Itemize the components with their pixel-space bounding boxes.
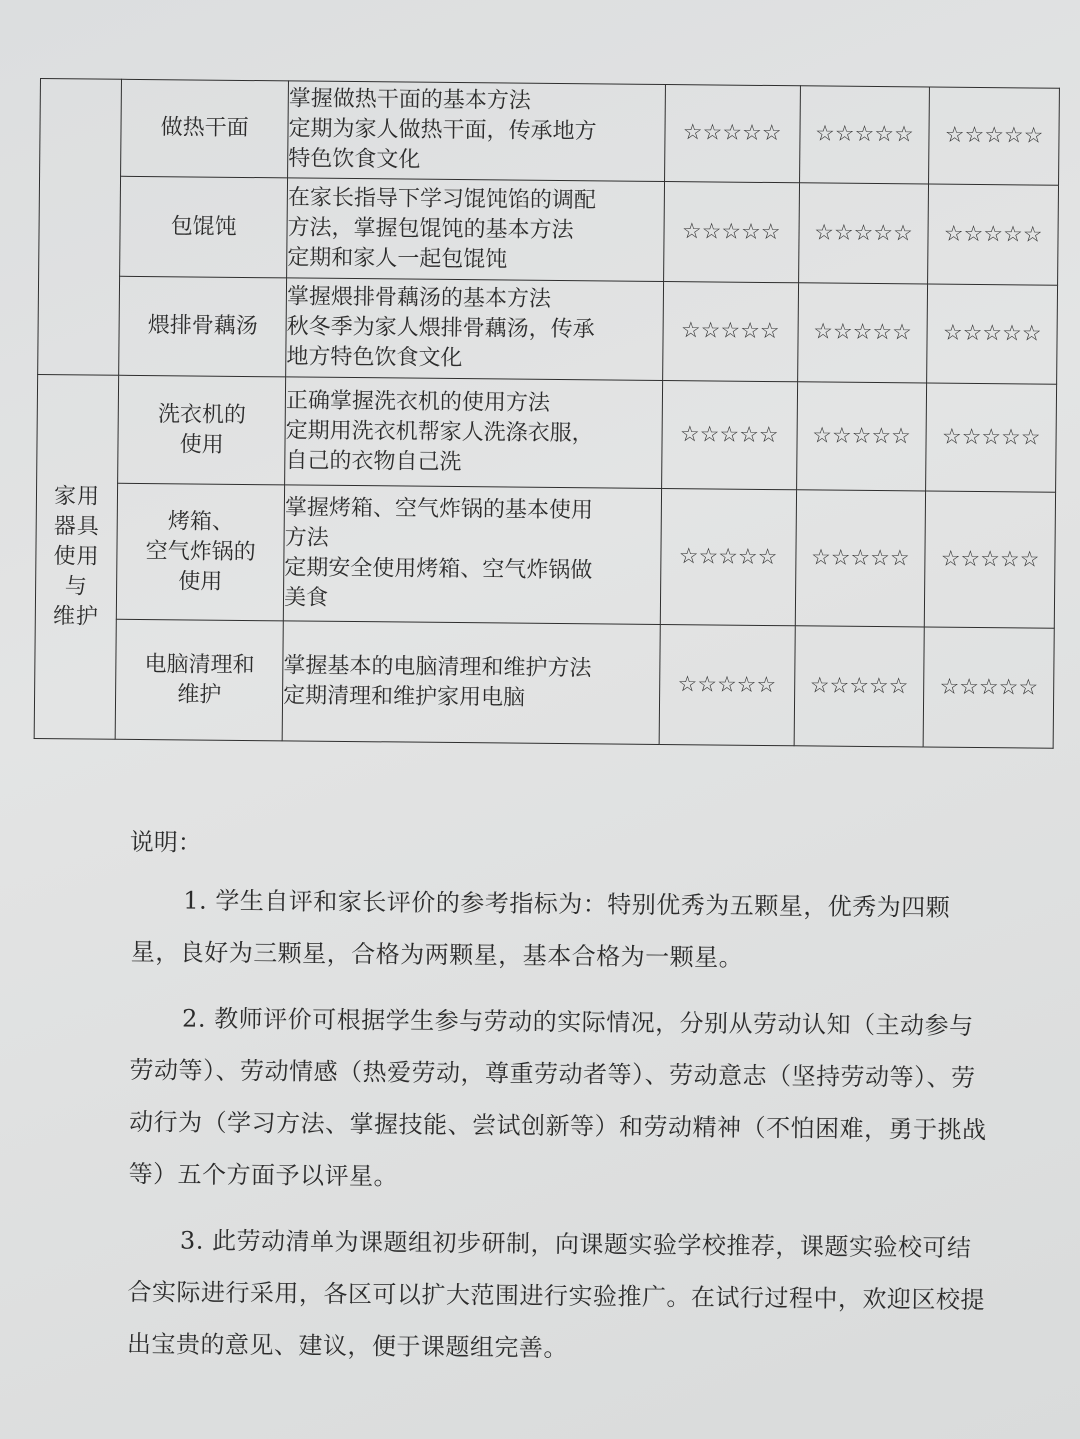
self-rating-stars: ☆☆☆☆☆	[660, 488, 796, 625]
evaluation-table	[34, 78, 1060, 749]
category-line: 器具	[53, 513, 100, 540]
description-line: 秋冬季为家人煨排骨藕汤，传承	[286, 314, 595, 343]
item-cell	[115, 619, 283, 741]
description-cell	[288, 81, 666, 182]
description-line: 正确掌握洗衣机的使用方法	[285, 387, 551, 416]
description-line: 定期安全使用烤箱、空气炸锅做	[284, 554, 593, 583]
self-rating-stars: ☆☆☆☆☆	[664, 85, 800, 183]
table-row	[39, 176, 1059, 286]
parent-rating-stars: ☆☆☆☆☆	[799, 86, 930, 184]
parent-rating-stars: ☆☆☆☆☆	[798, 183, 929, 284]
description-line: 掌握煨排骨藕汤的基本方法	[286, 284, 552, 312]
item-cell	[121, 79, 289, 178]
description-line: 定期和家人一起包馄饨	[287, 244, 508, 272]
description-line: 定期为家人做热干面，传承地方	[288, 116, 597, 145]
description-line: 掌握做热干面的基本方法	[288, 86, 531, 114]
self-rating-stars: ☆☆☆☆☆	[662, 281, 798, 381]
table-row	[37, 374, 1057, 492]
item-cell	[117, 483, 285, 621]
note-item-3: 3. 此劳动清单为课题组初步研制，向课题实验学校推荐，课题实验校可结合实际进行采用，各区可以扩大范围进行实验推广。在试行过程中，欢迎区校提出宝贵的意见、建议，便于课题组完善。	[126, 1226, 986, 1363]
description-line: 方法，掌握包馄饨的基本方法	[287, 214, 574, 243]
table-row	[38, 275, 1058, 384]
teacher-rating-stars: ☆☆☆☆☆	[926, 383, 1057, 492]
item-label-line: 烤箱、	[167, 508, 235, 535]
item-cell	[119, 276, 287, 377]
description-line: 掌握基本的电脑清理和维护方法	[283, 652, 592, 681]
table-row	[40, 79, 1060, 186]
item-label-line: 使用	[179, 431, 224, 458]
category-line: 维护	[52, 603, 100, 630]
description-cell	[287, 178, 665, 282]
category-line: 使用	[53, 543, 100, 570]
description-line: 自己的衣物自己洗	[285, 447, 462, 475]
description-line: 定期清理和维护家用电脑	[283, 682, 526, 711]
table-row	[35, 482, 1055, 628]
parent-rating-stars: ☆☆☆☆☆	[795, 490, 926, 627]
table-row	[34, 618, 1054, 748]
parent-rating-stars: ☆☆☆☆☆	[797, 283, 928, 383]
category-line: 家用	[54, 483, 101, 510]
description-line: 定期用洗衣机帮家人洗涤衣服，	[285, 417, 594, 446]
parent-rating-stars: ☆☆☆☆☆	[794, 626, 925, 747]
item-label: 煨排骨藕汤	[147, 313, 258, 340]
teacher-rating-stars: ☆☆☆☆☆	[927, 284, 1058, 384]
note-item-2: 2. 教师评价可根据学生参与劳动的实际情况，分别从劳动认知（主动参与劳动等）、劳动情感（热爱劳动，尊重劳动者等）、劳动意志（坚持劳动等）、劳动行为（学习方法、掌握技能、尝试创新等）和劳动精神（不怕困难，勇于挑战等）五个方面予以评星。	[128, 1004, 987, 1191]
item-cell	[118, 375, 286, 485]
teacher-rating-stars: ☆☆☆☆☆	[925, 491, 1056, 628]
description-line: 方法	[284, 524, 329, 551]
description-line: 地方特色饮食文化	[286, 344, 463, 372]
self-rating-stars: ☆☆☆☆☆	[659, 624, 795, 745]
self-rating-stars: ☆☆☆☆☆	[663, 181, 799, 282]
description-line: 在家长指导下学习馄饨馅的调配	[287, 184, 597, 213]
note-item-1: 1. 学生自评和家长评价的参考指标为：特别优秀为五颗星，优秀为四颗星，良好为三颗星，合格为两颗星，基本合格为一颗星。	[130, 886, 951, 972]
category-cell-2	[34, 374, 119, 739]
item-label-line: 维护	[177, 681, 222, 708]
category-cell-1	[38, 79, 122, 376]
description-cell	[286, 278, 664, 381]
item-label: 包馄饨	[170, 213, 237, 240]
category-line: 与	[64, 573, 88, 599]
description-cell	[282, 621, 660, 745]
description-line: 特色饮食文化	[288, 146, 421, 173]
item-label-line: 电脑清理和	[144, 651, 255, 678]
item-label-line: 使用	[178, 568, 223, 595]
item-cell	[120, 176, 288, 278]
description-line: 美食	[283, 584, 329, 611]
item-label: 做热干面	[160, 115, 249, 142]
teacher-rating-stars: ☆☆☆☆☆	[923, 627, 1054, 748]
item-label-line: 空气炸锅的	[145, 538, 256, 565]
self-rating-stars: ☆☆☆☆☆	[661, 380, 797, 489]
description-cell	[283, 485, 661, 625]
notes-heading: 说明：	[129, 827, 202, 857]
description-line: 掌握烤箱、空气炸锅的基本使用	[284, 494, 594, 523]
teacher-rating-stars: ☆☆☆☆☆	[929, 87, 1060, 185]
notes-section	[127, 824, 992, 1392]
item-label-line: 洗衣机的	[157, 401, 247, 428]
teacher-rating-stars: ☆☆☆☆☆	[928, 184, 1059, 285]
parent-rating-stars: ☆☆☆☆☆	[796, 382, 927, 491]
description-cell	[285, 377, 663, 489]
